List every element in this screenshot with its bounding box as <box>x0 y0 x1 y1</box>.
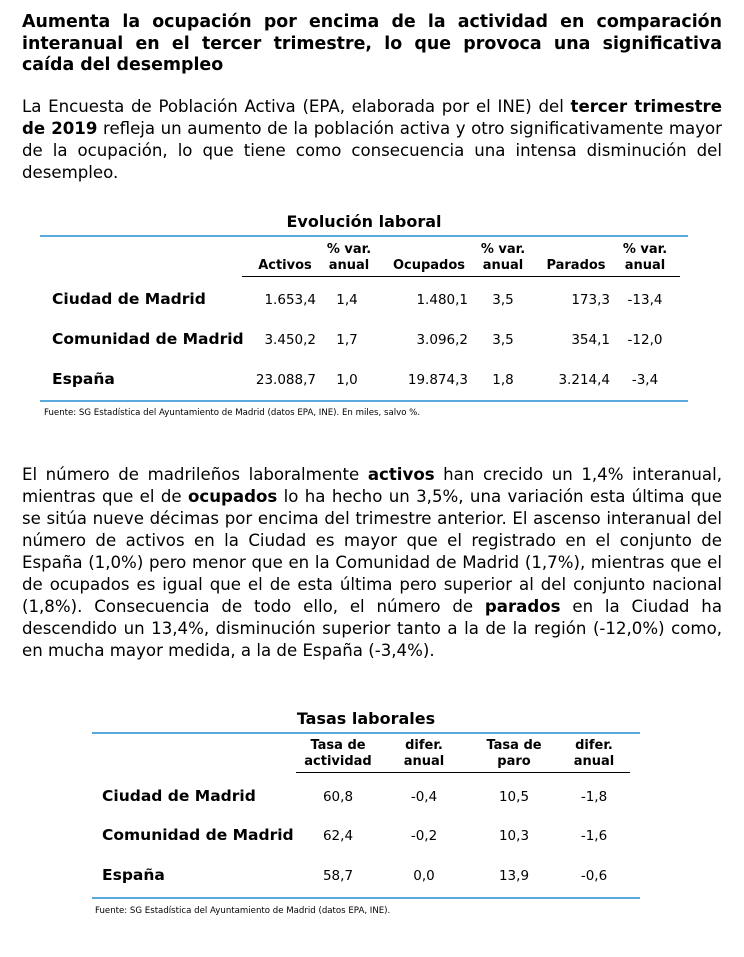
cell-var1: 1,7 <box>336 332 358 348</box>
evolucion-source: Fuente: SG Estadística del Ayuntamiento de Madrid (datos EPA, INE). En miles, salvo %. <box>44 408 421 418</box>
evolucion-top-rule <box>40 235 688 237</box>
cell-actividad: 62,4 <box>322 828 354 844</box>
cell-var2: 3,5 <box>492 332 514 348</box>
evolucion-header-rule <box>242 276 680 277</box>
cell-parados: 354,1 <box>571 332 610 348</box>
cell-difer2: -1,8 <box>580 789 608 805</box>
cell-var1: 1,4 <box>336 292 358 308</box>
row-label-espana: España <box>102 866 165 884</box>
cell-parados: 173,3 <box>571 292 610 308</box>
tasas-header-rule <box>296 772 630 773</box>
cell-parados: 3.214,4 <box>558 372 610 388</box>
cell-difer2: -1,6 <box>580 828 608 844</box>
tasas-title: Tasas laborales <box>296 709 436 728</box>
cell-paro: 13,9 <box>498 868 530 884</box>
cell-ocupados: 3.096,2 <box>416 332 468 348</box>
header-var3: % var. anual <box>622 242 668 273</box>
bold-ocupados: ocupados <box>187 487 278 506</box>
evolucion-title: Evolución laboral <box>286 212 442 231</box>
cell-ocupados: 1.480,1 <box>416 292 468 308</box>
cell-var3: -12,0 <box>627 332 663 348</box>
row-label-ciudad: Ciudad de Madrid <box>52 290 206 308</box>
cell-activos: 23.088,7 <box>255 372 316 388</box>
header-var1: % var. anual <box>326 242 372 273</box>
header-activos: Activos <box>258 258 312 273</box>
row-label-comunidad: Comunidad de Madrid <box>102 826 294 844</box>
row-label-ciudad: Ciudad de Madrid <box>102 787 256 805</box>
header-tasa-paro: Tasa de paro <box>486 738 542 769</box>
row-label-espana: España <box>52 370 115 388</box>
intro-paragraph: La Encuesta de Población Activa (EPA, elaborada por el INE) del tercer trimestre de 2019 refleja un aumento de la población activa y otro significativamente mayor de la ocupación, lo que tiene como consecuencia una intensa disminución del desempleo. <box>22 97 723 182</box>
cell-actividad: 58,7 <box>322 868 354 884</box>
header-tasa-actividad: Tasa de actividad <box>304 738 372 769</box>
tasas-source: Fuente: SG Estadística del Ayuntamiento de Madrid (datos EPA, INE). <box>95 906 391 916</box>
cell-activos: 3.450,2 <box>264 332 316 348</box>
cell-difer1: -0,4 <box>410 789 438 805</box>
body-paragraph: El número de madrileños laboralmente activos han crecido un 1,4% interanual, mientras que el de ocupados lo ha hecho un 3,5%, una variación esta última que se sitúa nueve décimas por encima del trimestre anterior. El ascenso interanual del número de activos en la Ciudad es mayor que el registrado en el conjunto de España (1,0%) pero menor que en la Comunidad de Madrid (1,7%), mientras que el de ocupados es igual que el de esta última pero superior al del conjunto nacional (1,8%). Consecuencia de todo ello, el número de parados en la Ciudad ha descendido un 13,4%, disminución superior tanto a la de la región (-12,0%) como, en mucha mayor medida, a la de España (-3,4%). <box>22 465 722 660</box>
cell-var3: -3,4 <box>631 372 659 388</box>
cell-paro: 10,3 <box>498 828 530 844</box>
cell-difer1: -0,2 <box>410 828 438 844</box>
tasas-top-rule <box>92 732 640 734</box>
cell-actividad: 60,8 <box>322 789 354 805</box>
cell-difer1: 0,0 <box>413 868 435 884</box>
tasas-bottom-rule <box>92 897 640 899</box>
intro-bold: tercer trimestre de 2019 <box>22 97 722 138</box>
header-difer1: difer. anual <box>403 738 445 769</box>
cell-activos: 1.653,4 <box>264 292 316 308</box>
cell-var2: 3,5 <box>492 292 514 308</box>
cell-ocupados: 19.874,3 <box>407 372 468 388</box>
header-difer2: difer. anual <box>573 738 615 769</box>
article-headline: Aumenta la ocupación por encima de la actividad en comparación interanual en el tercer trimestre, lo que provoca una significativa caída del desempleo <box>22 12 722 75</box>
header-ocupados: Ocupados <box>392 258 466 273</box>
bold-parados: parados <box>484 597 561 616</box>
cell-var1: 1,0 <box>336 372 358 388</box>
cell-difer2: -0,6 <box>580 868 608 884</box>
header-var2: % var. anual <box>480 242 526 273</box>
bold-activos: activos <box>367 465 435 484</box>
header-parados: Parados <box>546 258 606 273</box>
cell-var3: -13,4 <box>627 292 663 308</box>
cell-paro: 10,5 <box>498 789 530 805</box>
evolucion-bottom-rule <box>40 400 688 402</box>
cell-var2: 1,8 <box>492 372 514 388</box>
row-label-comunidad: Comunidad de Madrid <box>52 330 244 348</box>
